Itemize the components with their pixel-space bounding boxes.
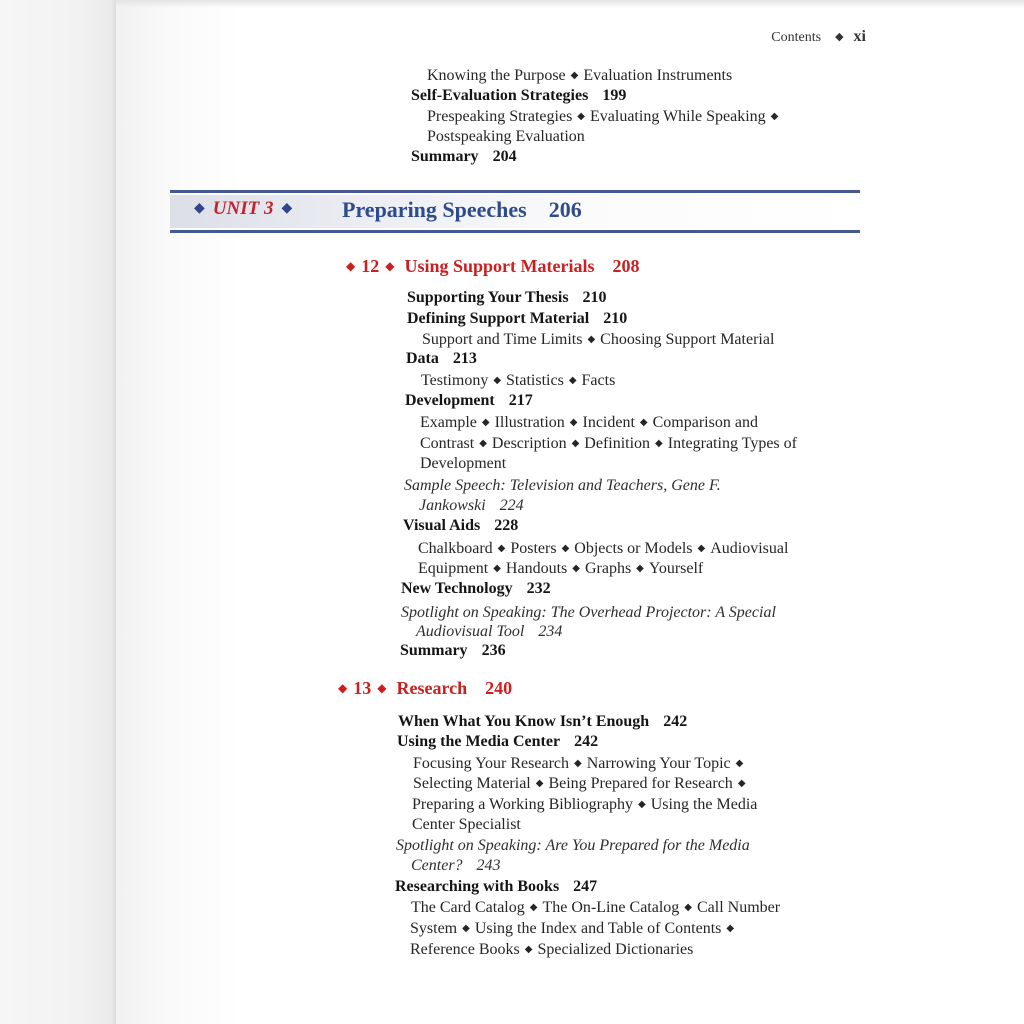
diamond-bullet-icon: ◆ (377, 681, 387, 695)
diamond-bullet-icon: ◆ (737, 778, 746, 789)
toc-page-number: 210 (603, 310, 628, 327)
diamond-bullet-icon: ◆ (385, 259, 395, 273)
diamond-bullet-icon: ◆ (577, 111, 585, 122)
unit-banner (170, 184, 860, 234)
toc-topic-line: Chalkboard ◆ Posters ◆ Objects or Models ◆ Audiovisual (418, 540, 789, 557)
toc-topic-line: Postspeaking Evaluation (427, 128, 585, 145)
toc-section-heading: Data 213 (406, 350, 477, 367)
toc-topic-line: Center Specialist (412, 816, 521, 833)
toc-page-number: 217 (508, 392, 533, 409)
diamond-bullet-icon: ◆ (346, 259, 356, 273)
toc-topic-line: Selecting Material ◆ Being Prepared for Research ◆ (413, 775, 746, 792)
diamond-bullet-icon: ◆ (194, 201, 205, 216)
diamond-bullet-icon: ◆ (493, 563, 501, 574)
toc-topic-line: System ◆ Using the Index and Table of Contents ◆ (410, 920, 735, 937)
toc-topic-line: Reference Books ◆ Specialized Dictionaries (410, 941, 694, 958)
toc-page-number: 210 (582, 289, 607, 306)
diamond-bullet-icon: ◆ (655, 438, 663, 449)
diamond-bullet-icon: ◆ (524, 944, 533, 955)
toc-page-number: 228 (494, 517, 519, 534)
running-head (771, 28, 866, 46)
diamond-bullet-icon: ◆ (338, 681, 348, 695)
diamond-bullet-icon: ◆ (636, 563, 644, 574)
toc-topic-line: Equipment ◆ Handouts ◆ Graphs ◆ Yourself (418, 560, 704, 577)
toc-section-heading: New Technology 232 (401, 580, 551, 597)
toc-feature-line: Audiovisual Tool 234 (416, 623, 563, 640)
diamond-bullet-icon: ◆ (570, 70, 579, 81)
toc-topic-line: Prespeaking Strategies ◆ Evaluating While Speaking ◆ (427, 108, 779, 125)
toc-feature-line: Sample Speech: Television and Teachers, Gene F. (404, 477, 721, 494)
toc-topic-line: Example ◆ Illustration ◆ Incident ◆ Comparison and (420, 414, 758, 431)
toc-section-heading: Development 217 (405, 392, 533, 409)
running-head-section: Contents (771, 30, 822, 45)
diamond-bullet-icon: ◆ (587, 334, 596, 345)
chapter-heading (332, 678, 512, 699)
toc-section-heading: Visual Aids 228 (403, 517, 519, 534)
diamond-bullet-icon: ◆ (571, 438, 580, 449)
toc-topic-line: Development (420, 455, 507, 472)
toc-topic-line: Testimony ◆ Statistics ◆ Facts (421, 372, 616, 389)
diamond-bullet-icon: ◆ (770, 111, 779, 122)
book-binding-gutter (0, 0, 116, 1024)
diamond-bullet-icon: ◆ (835, 31, 844, 43)
toc-section-heading: Supporting Your Thesis 210 (407, 289, 607, 306)
chapter-page-number: 208 (612, 256, 640, 276)
toc-topic-line: Preparing a Working Bibliography ◆ Using the Media (412, 796, 758, 813)
toc-section-heading: Self-Evaluation Strategies 199 (411, 87, 627, 104)
chapter-title: Using Support Materials (404, 256, 595, 276)
chapter-number: 13 (353, 678, 372, 698)
toc-topic-line: Support and Time Limits ◆ Choosing Support Material (422, 331, 775, 348)
unit-title: Preparing Speeches 206 (342, 197, 582, 222)
running-head-page-number: xi (853, 28, 866, 45)
diamond-bullet-icon: ◆ (568, 375, 577, 386)
diamond-bullet-icon: ◆ (281, 201, 293, 216)
page-top-shadow (116, 0, 1024, 8)
toc-feature-line: Center? 243 (411, 857, 501, 874)
toc-page-number: 224 (499, 497, 524, 514)
toc-section-heading: Summary 236 (400, 642, 506, 659)
toc-page-number: 232 (526, 580, 551, 597)
diamond-bullet-icon: ◆ (529, 902, 538, 913)
toc-page-number: 243 (476, 857, 501, 874)
chapter-page-number: 240 (485, 678, 513, 698)
chapter-number: 12 (361, 256, 380, 276)
toc-section-heading: Summary 204 (411, 148, 517, 165)
diamond-bullet-icon: ◆ (697, 543, 706, 554)
diamond-bullet-icon: ◆ (497, 543, 506, 554)
unit-page-number: 206 (548, 197, 582, 222)
diamond-bullet-icon: ◆ (481, 417, 490, 428)
toc-topic-line: Focusing Your Research ◆ Narrowing Your Topic ◆ (413, 755, 744, 772)
toc-section-heading: Using the Media Center 242 (397, 733, 599, 750)
toc-page-number: 204 (492, 148, 517, 165)
toc-section-heading: Defining Support Material 210 (407, 310, 628, 327)
diamond-bullet-icon: ◆ (462, 923, 470, 934)
diamond-bullet-icon: ◆ (639, 417, 648, 428)
toc-section-heading: When What You Know Isn’t Enough 242 (398, 713, 688, 730)
diamond-bullet-icon: ◆ (684, 902, 692, 913)
chapter-heading (340, 256, 639, 277)
toc-page-number: 236 (481, 642, 506, 659)
toc-topic-line: The Card Catalog ◆ The On-Line Catalog ◆ Call Number (411, 899, 781, 916)
diamond-bullet-icon: ◆ (493, 375, 502, 386)
unit-label: ◆ UNIT 3 ◆ (194, 198, 293, 219)
diamond-bullet-icon: ◆ (572, 563, 580, 574)
toc-topic-line: Contrast ◆ Description ◆ Definition ◆ Integrating Types of (420, 435, 797, 452)
toc-page-number: 234 (538, 623, 563, 640)
diamond-bullet-icon: ◆ (479, 438, 487, 449)
diamond-bullet-icon: ◆ (535, 778, 544, 789)
banner-rule-top (170, 190, 860, 193)
toc-page-number: 242 (663, 713, 688, 730)
toc-page-number: 199 (602, 87, 627, 104)
diamond-bullet-icon: ◆ (735, 758, 744, 769)
banner-rule-bottom (170, 230, 860, 233)
toc-section-heading: Researching with Books 247 (395, 878, 598, 895)
toc-page-number: 247 (573, 878, 598, 895)
diamond-bullet-icon: ◆ (574, 758, 582, 769)
toc-feature-line: Spotlight on Speaking: The Overhead Projector: A Special (401, 604, 776, 621)
toc-topic-line: Knowing the Purpose ◆ Evaluation Instruments (427, 67, 733, 84)
chapter-title: Research (396, 678, 468, 698)
diamond-bullet-icon: ◆ (569, 417, 578, 428)
diamond-bullet-icon: ◆ (638, 799, 646, 810)
diamond-bullet-icon: ◆ (561, 543, 570, 554)
toc-page-number: 242 (574, 733, 599, 750)
toc-feature-line: Spotlight on Speaking: Are You Prepared for the Media (396, 837, 750, 854)
contents-page (116, 0, 1024, 1024)
diamond-bullet-icon: ◆ (726, 923, 735, 934)
toc-page-number: 213 (452, 350, 477, 367)
toc-feature-line: Jankowski 224 (419, 497, 524, 514)
